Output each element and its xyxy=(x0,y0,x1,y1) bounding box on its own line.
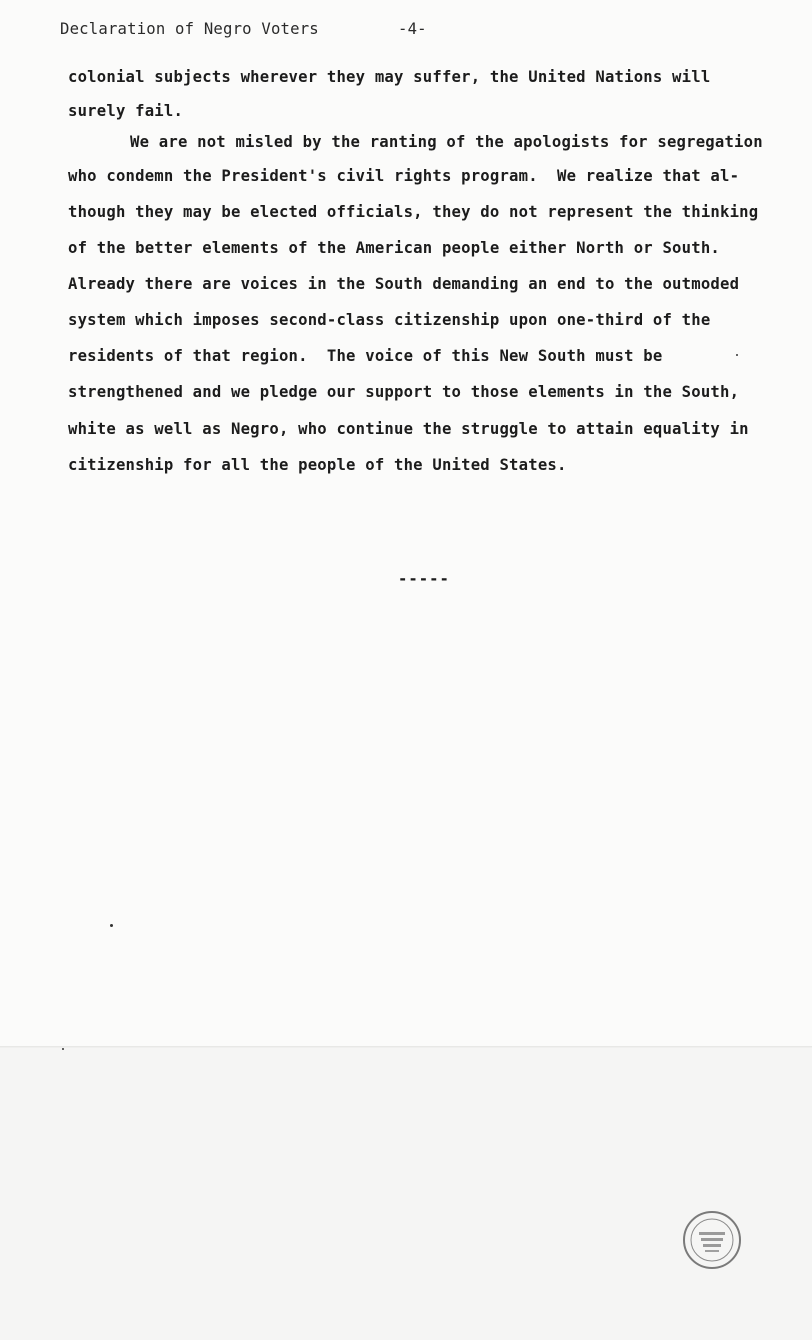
body-line-11: white as well as Negro, who continue the struggle to attain equality in xyxy=(68,420,749,438)
paper-speck xyxy=(110,924,113,927)
body-line-6: of the better elements of the American people either North or South. xyxy=(68,239,720,257)
paper-speck xyxy=(62,1048,64,1050)
body-line-8: system which imposes second-class citizenship upon one-third of the xyxy=(68,311,711,329)
body-line-1: colonial subjects wherever they may suffer, the United Nations will xyxy=(68,68,711,86)
end-mark: ----- xyxy=(398,570,450,588)
paper-speck xyxy=(736,354,738,356)
body-line-5: though they may be elected officials, they do not represent the thinking xyxy=(68,203,759,221)
library-stamp-seal xyxy=(682,1210,742,1270)
body-line-4: who condemn the President's civil rights program. We realize that al- xyxy=(68,167,740,185)
body-line-3: We are not misled by the ranting of the apologists for segregation xyxy=(130,133,763,151)
body-line-10: strengthened and we pledge our support to those elements in the South, xyxy=(68,383,740,401)
paper-fold-line xyxy=(0,1046,812,1048)
header-title: Declaration of Negro Voters xyxy=(60,20,319,38)
body-line-7: Already there are voices in the South demanding an end to the outmoded xyxy=(68,275,740,293)
body-line-12: citizenship for all the people of the United States. xyxy=(68,456,567,474)
body-line-9: residents of that region. The voice of this New South must be xyxy=(68,347,663,365)
paper-lower-panel xyxy=(0,1048,812,1340)
body-line-2: surely fail. xyxy=(68,102,184,120)
page-number: -4- xyxy=(398,20,427,38)
